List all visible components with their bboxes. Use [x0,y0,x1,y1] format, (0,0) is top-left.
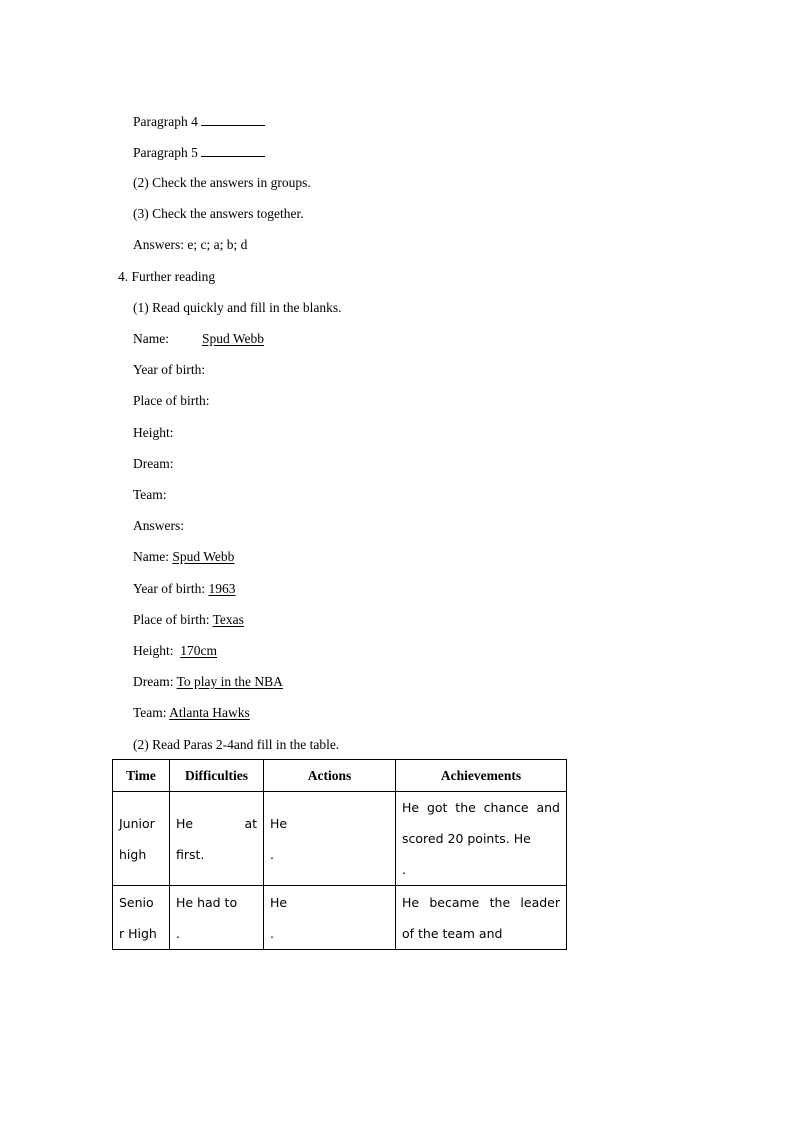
header-actions: Actions [264,760,396,792]
answer-dream-label: Dream: [133,674,177,689]
paragraph-5-line [133,143,265,162]
dream-line: Dream: [133,456,174,471]
time-senior-line-2: r High [119,925,157,941]
time-junior-line-1: Junior [119,815,155,831]
answer-height-value: 170cm [180,643,217,658]
action-junior-line-2: . [270,846,274,862]
cell-difficulty-junior[interactable] [170,792,264,886]
check-groups-line: (2) Check the answers in groups. [133,175,311,190]
answers-match-line: Answers: e; c; a; b; d [133,237,248,252]
paragraph-5-label: Paragraph 5 [133,145,202,160]
answer-team-label: Team: [133,705,170,720]
action-junior-line-1: He [270,815,288,831]
answer-name-label: Name: [133,549,173,564]
difficulty-senior-line-1: He had to [176,894,238,910]
header-achievements: Achievements [396,760,567,792]
height-line: Height: [133,425,174,440]
answer-dream-line [133,673,283,691]
answer-year-label: Year of birth: [133,581,209,596]
place-of-birth-line: Place of birth: [133,393,210,408]
time-junior-line-2: high [119,846,147,862]
cell-achievement-senior[interactable] [396,886,567,950]
cell-action-senior[interactable] [264,886,396,950]
answer-team-value: Atlanta Hawks [169,705,250,720]
action-senior-line-1: He [270,894,288,910]
difficulty-junior-word-1: He [176,815,194,831]
achievement-junior-line-3: . [402,862,406,877]
check-together-line: (3) Check the answers together. [133,206,304,221]
answer-name-line [133,548,234,566]
name-label: Name: [133,331,169,346]
answer-height-line [133,642,217,660]
action-senior-line-2: . [270,925,274,941]
answer-dream-value: To play in the NBA [176,674,283,689]
answer-name-value: Spud Webb [172,549,235,564]
read-quickly-line: (1) Read quickly and fill in the blanks. [133,300,342,315]
answer-place-line [133,611,244,629]
name-line [133,330,297,348]
cell-time-senior [113,886,170,950]
cell-action-junior[interactable] [264,792,396,886]
difficulties-table [112,759,567,950]
answer-height-label: Height: [133,643,181,658]
table-row [113,792,567,886]
answer-team-line [133,704,250,722]
time-senior-line-1: Senio [119,894,154,910]
table-row [113,886,567,950]
answers-label: Answers: [133,518,184,533]
answer-year-line [133,580,236,598]
cell-time-junior [113,792,170,886]
paragraph-4-blank[interactable] [201,112,265,126]
achievement-junior-line-1: He got the chance and [402,800,560,815]
difficulty-junior-word-2: at [244,815,257,831]
cell-achievement-junior[interactable] [396,792,567,886]
answer-place-label: Place of birth: [133,612,213,627]
answer-year-value: 1963 [208,581,236,596]
paragraph-4-line [133,112,265,131]
paragraph-4-label: Paragraph 4 [133,114,202,129]
difficulty-senior-line-2: . [176,925,180,941]
achievement-senior-line-1: He became the leader [402,894,560,910]
year-of-birth-line: Year of birth: [133,362,206,377]
paragraph-5-blank[interactable] [201,143,265,157]
read-paras-line: (2) Read Paras 2-4and fill in the table. [133,737,340,752]
difficulty-junior-line-2: first. [176,846,205,862]
team-line: Team: [133,487,167,502]
cell-difficulty-senior[interactable] [170,886,264,950]
further-reading-heading: 4. Further reading [118,269,216,284]
achievement-senior-line-2: of the team and [402,925,503,941]
table-header-row [113,760,567,792]
name-value: Spud Webb [201,331,265,346]
answer-place-value: Texas [212,612,244,627]
header-time: Time [113,760,170,792]
achievement-junior-line-2: scored 20 points. He [402,831,531,846]
difficulty-junior-line-1 [176,808,257,839]
header-difficulties: Difficulties [170,760,264,792]
